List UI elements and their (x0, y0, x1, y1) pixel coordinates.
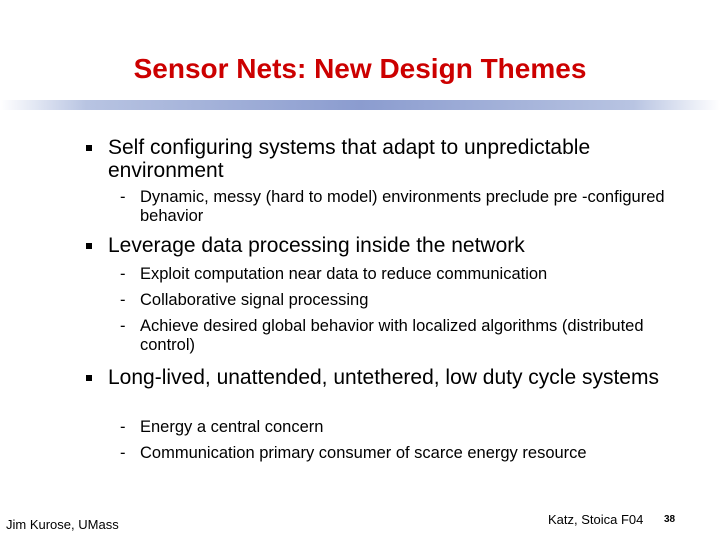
sub-bullet-text: Energy a central concern (140, 418, 324, 436)
dash-marker: - (120, 317, 126, 335)
dash-marker: - (120, 265, 126, 283)
sub-bullet-text: Communication primary consumer of scarce energy resource (140, 444, 587, 462)
slide-title: Sensor Nets: New Design Themes (133, 53, 587, 84)
dash-marker: - (120, 291, 126, 309)
title-divider (0, 100, 720, 110)
sub-bullet-text: Collaborative signal processing (140, 291, 369, 309)
sub-bullet-item (120, 291, 680, 310)
sub-bullet-item (120, 188, 680, 226)
sub-bullet-item (120, 444, 680, 463)
bullet-text: Long-lived, unattended, untethered, low duty cycle systems (108, 366, 659, 389)
page-number: 38 (664, 514, 676, 525)
sub-bullet-item (120, 265, 680, 284)
sub-bullet-item (120, 317, 680, 355)
footer-author: Jim Kurose, UMass (6, 517, 119, 532)
dash-marker: - (120, 418, 126, 436)
sub-bullet-text: Achieve desired global behavior with localized algorithms (distributed control) (140, 317, 644, 354)
bullet-item (108, 234, 688, 257)
sub-bullet-text: Dynamic, messy (hard to model) environments preclude pre -configured behavior (140, 188, 665, 225)
sub-bullet-text: Exploit computation near data to reduce communication (140, 265, 548, 283)
dash-marker: - (120, 188, 126, 206)
bullet-text: Self configuring systems that adapt to unpredictable environment (108, 136, 591, 182)
square-bullet-icon (86, 375, 92, 381)
bullet-text: Leverage data processing inside the network (108, 234, 525, 257)
square-bullet-icon (86, 145, 92, 151)
bullet-item (108, 136, 688, 182)
bullet-item (108, 366, 688, 389)
dash-marker: - (120, 444, 126, 462)
square-bullet-icon (86, 243, 92, 249)
footer-course: Katz, Stoica F04 (548, 512, 644, 527)
sub-bullet-item (120, 418, 680, 437)
